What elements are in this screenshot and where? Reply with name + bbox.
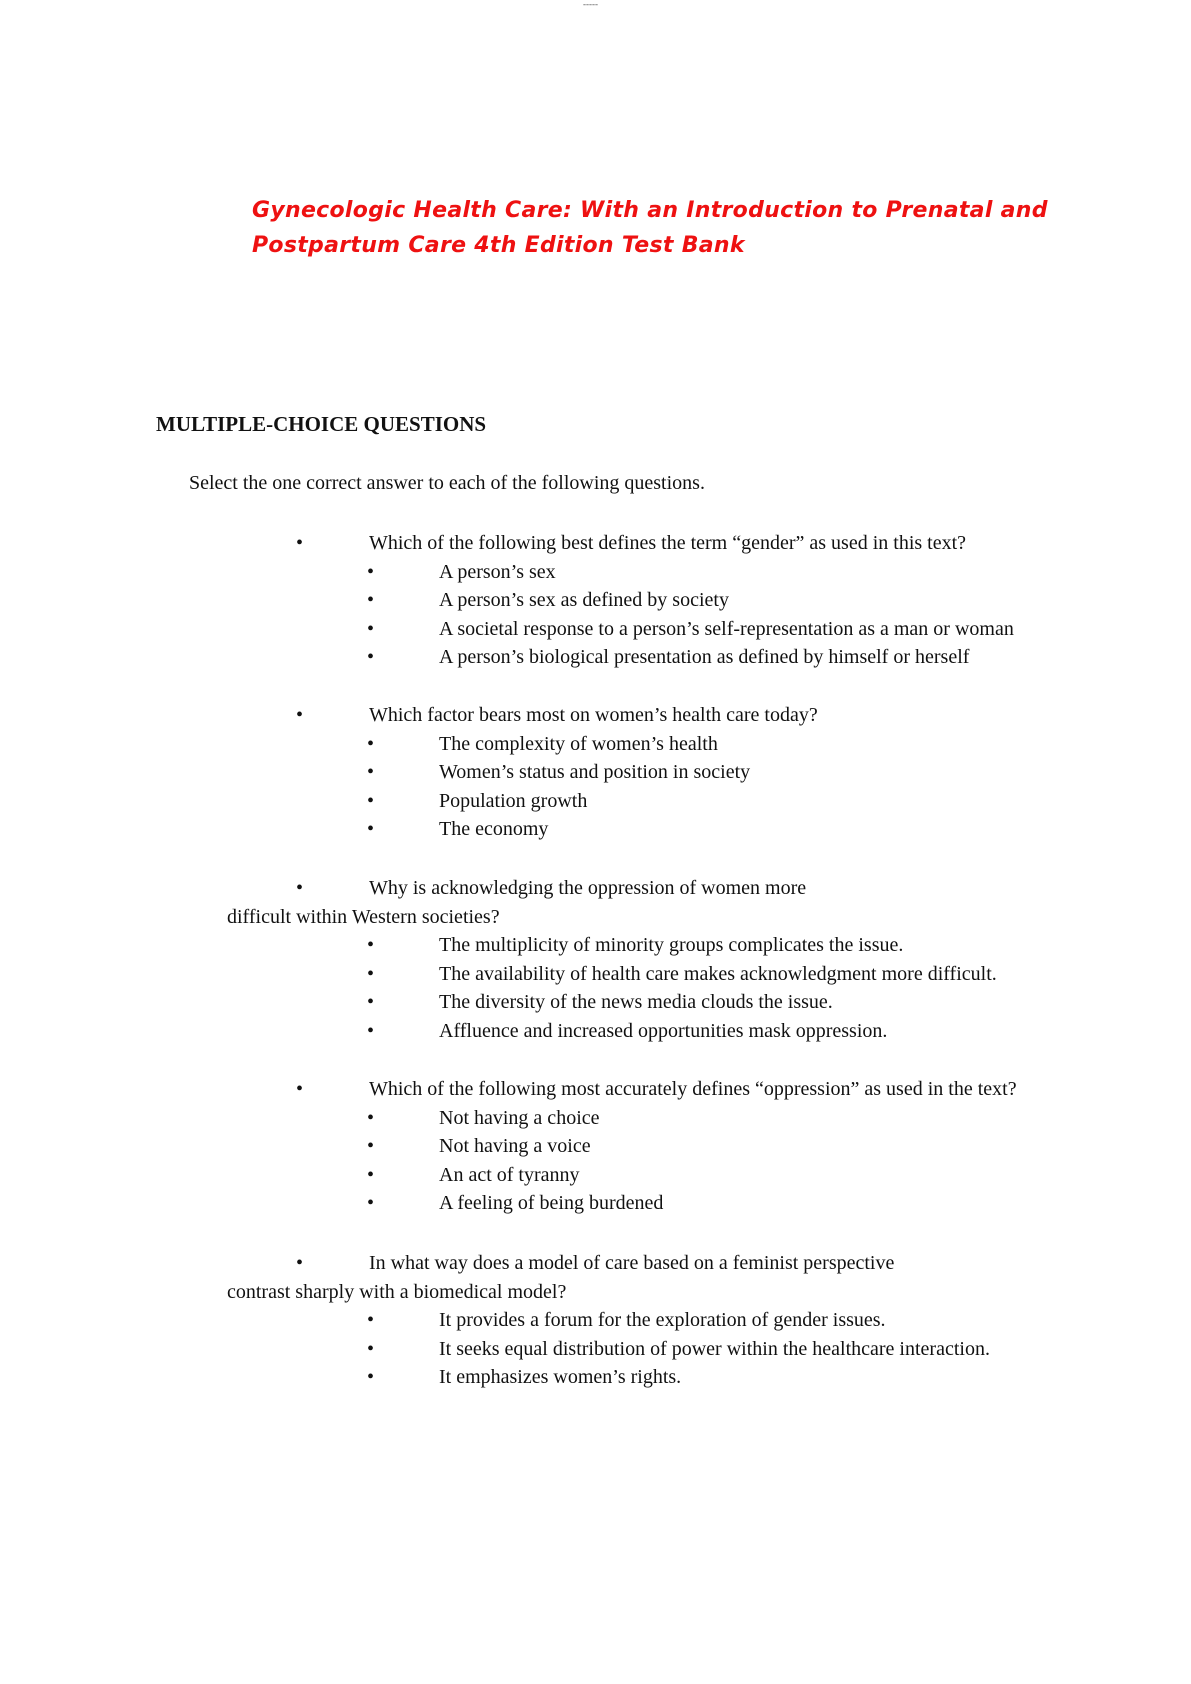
bullet-icon: • — [367, 1019, 375, 1042]
answer-option — [0, 615, 1191, 644]
question-continuation-row — [0, 1278, 1191, 1307]
answer-option-text: A person’s sex — [439, 560, 556, 583]
bullet-icon: • — [367, 818, 375, 841]
question-row — [0, 874, 1191, 903]
bullet-icon: • — [367, 732, 375, 755]
bullet-icon: • — [367, 1163, 375, 1186]
answer-option — [0, 787, 1191, 816]
answer-option-text: The multiplicity of minority groups complicates the issue. — [439, 934, 904, 957]
answer-option-text: A societal response to a person’s self-representation as a man or woman — [439, 617, 1014, 640]
bullet-icon: • — [367, 1135, 375, 1158]
bullet-icon: • — [367, 1309, 375, 1332]
answer-option-text: Not having a voice — [439, 1135, 591, 1158]
question-continuation-row — [0, 903, 1191, 932]
bullet-icon: • — [367, 934, 375, 957]
question-continuation: contrast sharply with a biomedical model? — [227, 1280, 567, 1303]
answer-option-text: It emphasizes women’s rights. — [439, 1366, 682, 1389]
question-text: Why is acknowledging the oppression of women more — [369, 877, 807, 899]
question-text: Which of the following most accurately defines “oppression” as used in the text? — [369, 1078, 1017, 1100]
answer-option — [0, 988, 1191, 1017]
bullet-icon: • — [367, 1366, 375, 1389]
answer-option-text: It provides a forum for the exploration of gender issues. — [439, 1309, 886, 1332]
answer-option-text: An act of tyranny — [439, 1163, 580, 1186]
question-row — [0, 701, 1191, 730]
answer-option-text: The diversity of the news media clouds the issue. — [439, 991, 833, 1014]
question-text: Which factor bears most on women’s health care today? — [369, 704, 818, 726]
answer-option-text: Affluence and increased opportunities mask oppression. — [439, 1019, 888, 1042]
answer-option-text: The availability of health care makes acknowledgment more difficult. — [439, 962, 997, 985]
bullet-icon: • — [367, 962, 375, 985]
answer-option — [0, 1306, 1191, 1335]
bullet-icon: • — [367, 991, 375, 1014]
bullet-icon: • — [367, 646, 375, 669]
bullet-icon: • — [367, 789, 375, 812]
answer-option — [0, 1161, 1191, 1190]
question-row — [0, 1075, 1191, 1104]
bullet-icon: • — [367, 560, 375, 583]
answer-option — [0, 586, 1191, 615]
answer-option-text: Not having a choice — [439, 1106, 600, 1129]
question-text: In what way does a model of care based on a feminist perspective — [369, 1252, 895, 1274]
bullet-icon: • — [367, 1192, 375, 1215]
answer-option — [0, 1132, 1191, 1161]
section-heading: MULTIPLE-CHOICE QUESTIONS — [156, 412, 487, 436]
answer-option — [0, 931, 1191, 960]
answer-option — [0, 730, 1191, 759]
question-2 — [0, 701, 1191, 844]
question-row — [0, 529, 1191, 558]
answer-option — [0, 643, 1191, 672]
bullet-icon: • — [367, 1106, 375, 1129]
answer-option — [0, 1335, 1191, 1364]
bullet-icon: • — [367, 761, 375, 784]
answer-option-text: A person’s biological presentation as defined by himself or herself — [439, 646, 970, 669]
bullet-icon: • — [296, 704, 304, 726]
answer-option-text: Women’s status and position in society — [439, 761, 751, 784]
bullet-icon: • — [296, 1078, 304, 1100]
document-title — [252, 193, 1132, 263]
answer-option — [0, 758, 1191, 787]
bullet-icon: • — [296, 1252, 304, 1274]
bullet-icon: • — [296, 532, 304, 554]
answer-option-text: The complexity of women’s health — [439, 732, 718, 755]
answer-option-text: A person’s sex as defined by society — [439, 589, 729, 612]
question-3 — [0, 874, 1191, 1046]
bullet-icon: • — [367, 589, 375, 612]
question-text: Which of the following best defines the term “gender” as used in this text? — [369, 532, 967, 554]
answer-option — [0, 1189, 1191, 1218]
answer-option — [0, 960, 1191, 989]
answer-option — [0, 1104, 1191, 1133]
question-continuation: difficult within Western societies? — [227, 905, 500, 928]
answer-option-text: A feeling of being burdened — [439, 1192, 664, 1215]
question-4 — [0, 1075, 1191, 1218]
answer-option-text: Population growth — [439, 789, 588, 812]
bullet-icon: • — [367, 617, 375, 640]
instruction-text: Select the one correct answer to each of the following questions. — [189, 472, 705, 494]
answer-option — [0, 558, 1191, 587]
answer-option — [0, 815, 1191, 844]
answer-option-text: The economy — [439, 818, 549, 841]
question-5 — [0, 1249, 1191, 1392]
question-1 — [0, 529, 1191, 672]
question-row — [0, 1249, 1191, 1278]
bullet-icon: • — [296, 877, 304, 899]
document-title-line-1: Gynecologic Health Care: With an Introduction to Prenatal and — [252, 198, 1048, 223]
answer-option-text: It seeks equal distribution of power within the healthcare interaction. — [439, 1337, 990, 1360]
page-top-mark: ----- — [583, 0, 598, 9]
answer-option — [0, 1017, 1191, 1046]
bullet-icon: • — [367, 1337, 375, 1360]
answer-option — [0, 1363, 1191, 1392]
document-title-line-2: Postpartum Care 4th Edition Test Bank — [252, 233, 745, 258]
